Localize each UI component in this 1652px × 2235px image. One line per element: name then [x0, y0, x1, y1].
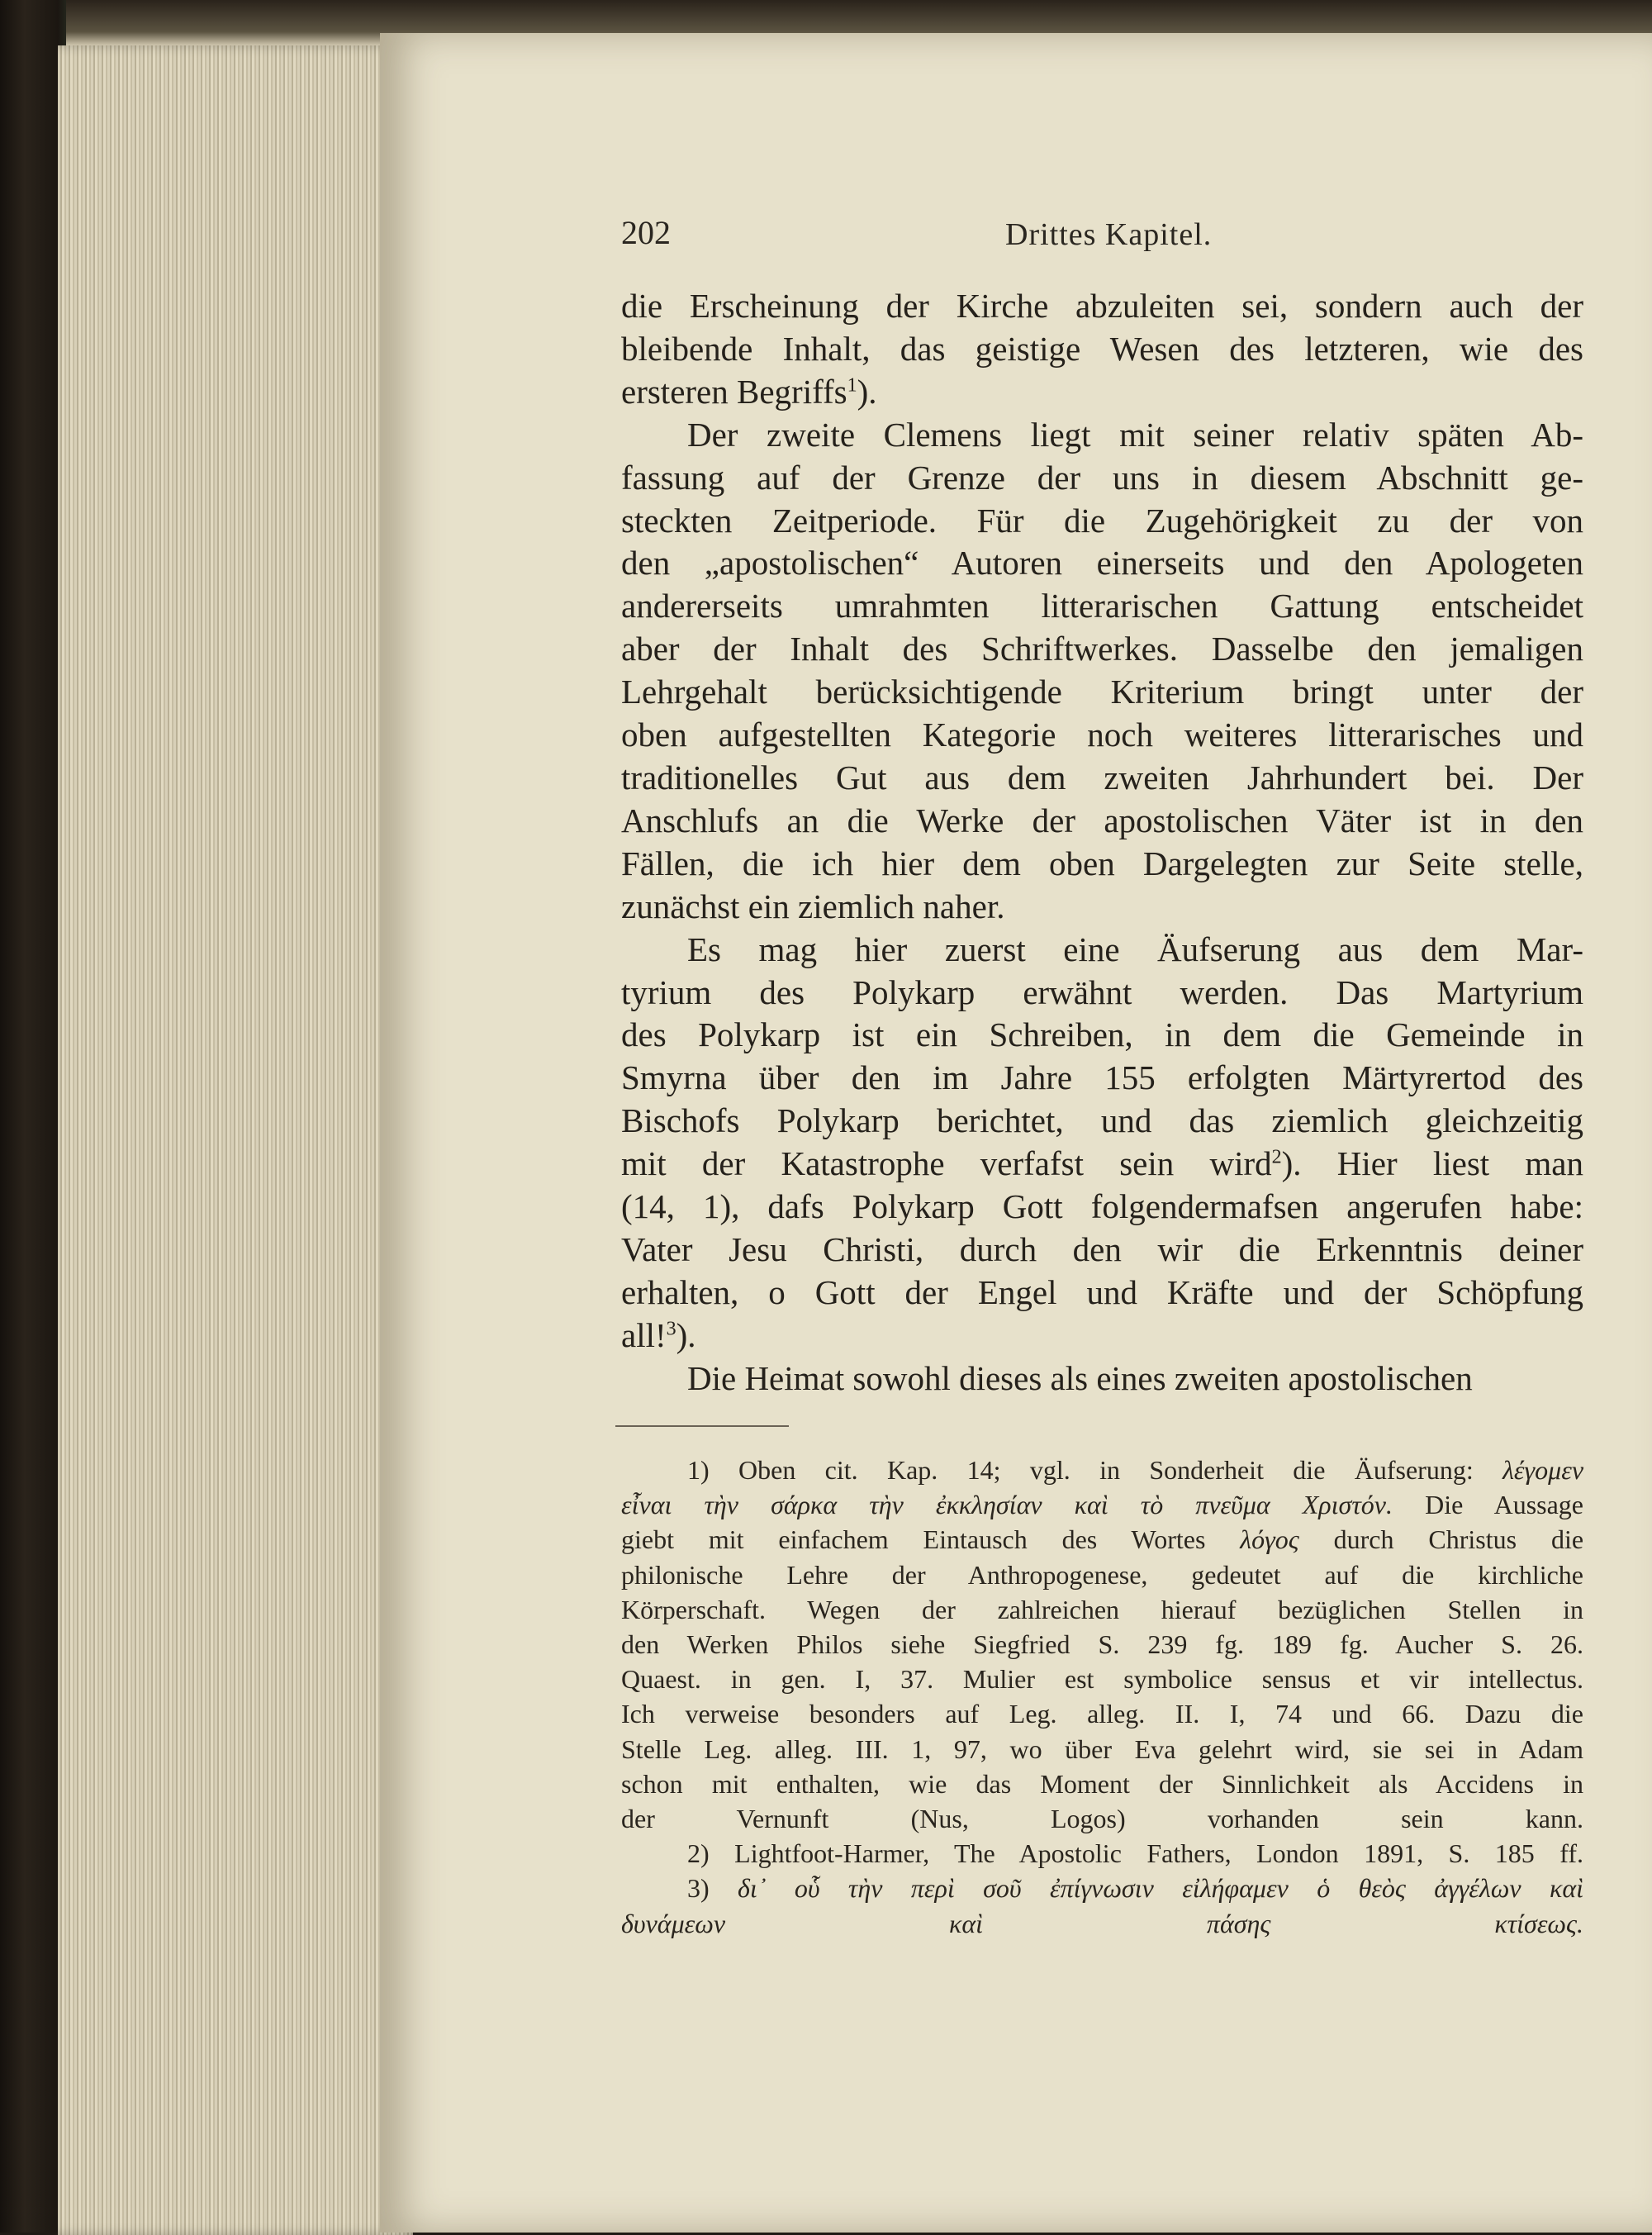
text-line: Der zweite Clemens liegt mit seiner relativ späten Ab- [687, 415, 1583, 454]
text-line: Fällen, die ich hier dem oben Dargelegten zur Seite stelle, [621, 844, 1583, 882]
text-line: die Erscheinung der Kirche abzuleiten sei, sondern auch der [621, 287, 1583, 325]
footnote-mark: 3) [687, 1873, 710, 1904]
text-line: ersteren Begriffs$^1$). [621, 372, 877, 411]
footnote-line: philonische Lehre der Anthropogenese, gedeutet auf die kirchliche [621, 1559, 1583, 1590]
footnote-line: δυνάμεων καὶ πάσης κτίσεως. [621, 1908, 1583, 1938]
text-line: den „apostolischen“ Autoren einerseits und den Apologeten [621, 544, 1583, 583]
text-line: bleibende Inhalt, das geistige Wesen des letzteren, wie des [621, 329, 1583, 368]
footnote-mark: 2) [687, 1838, 710, 1869]
footnote-line: Körperschaft. Wegen der zahlreichen hierauf bezüglichen Stellen in [621, 1594, 1583, 1624]
footnote-line: den Werken Philos siehe Siegfried S. 239 fg. 189 fg. Aucher S. 26. [621, 1629, 1583, 1660]
footnote-line: 2) Lightfoot-Harmer, The Apostolic Fathers, London 1891, S. 185 ff. [687, 1838, 1584, 1869]
footnote-line: der Vernunft (Nus, Logos) vorhanden sein kann. [621, 1804, 1583, 1834]
footnote-line: giebt mit einfachem Eintausch des Wortes λόγος durch Christus die [621, 1524, 1584, 1555]
footnote-ref[interactable]: 3 [666, 1318, 676, 1340]
page-edges [58, 45, 413, 2235]
running-title: Drittes Kapitel. [1005, 217, 1213, 252]
text-line: steckten Zeitperiode. Für die Zugehörigkeit zu der von [621, 501, 1583, 540]
footnote-line: εἶναι τὴν σάρκα τὴν ἐκκλησίαν καὶ τὸ πνεῦμα Χριστόν. Die Aussage [621, 1490, 1584, 1520]
text-line: tyrium des Polykarp erwähnt werden. Das Martyrium [621, 972, 1583, 1011]
footnote-mark: 1) [687, 1455, 710, 1485]
footnote-line: Quaest. in gen. I, 37. Mulier est symbolice sensus et vir intellectus. [621, 1664, 1583, 1695]
text-line: aber der Inhalt des Schriftwerkes. Dasselbe den jemaligen [621, 630, 1583, 668]
footnote-line: Ich verweise besonders auf Leg. alleg. II. I, 74 und 66. Dazu die [621, 1699, 1583, 1729]
text-line: zunächst ein ziemlich naher. [621, 887, 1005, 925]
footnote-ref[interactable]: 2 [1271, 1146, 1282, 1168]
body-text [621, 285, 1583, 1400]
footnote-line: Stelle Leg. alleg. III. 1, 97, wo über Eva gelehrt wird, sie sei in Adam [621, 1733, 1583, 1764]
footnotes [621, 1453, 1583, 1941]
text-line: Bischofs Polykarp berichtet, und das ziemlich gleichzeitig [621, 1101, 1583, 1140]
footnote-line: 3) δι᾽ οὗ τὴν περὶ σοῦ ἐπίγνωσιν εἰλήφαμεν ὁ θεὸς ἀγγέλων καὶ [687, 1873, 1584, 1904]
page-number: 202 [621, 214, 671, 251]
text-line: andererseits umrahmten litterarischen Gattung entscheidet [621, 587, 1583, 625]
text-line: fassung auf der Grenze der uns in diesem Abschnitt ge- [621, 458, 1583, 497]
text-line: des Polykarp ist ein Schreiben, in dem die Gemeinde in [621, 1015, 1583, 1054]
text-line: mit der Katastrophe verfafst sein wird$^2$). Hier liest man [621, 1144, 1583, 1183]
text-line: Anschlufs an die Werke der apostolischen Väter ist in den [621, 801, 1583, 839]
footnote-divider [615, 1425, 789, 1427]
text-line: Die Heimat sowohl dieses als eines zweiten apostolischen [687, 1358, 1473, 1397]
text-line: oben aufgestellten Kategorie noch weiteres litterarisches und [621, 716, 1583, 754]
footnote-line: schon mit enthalten, wie das Moment der Sinnlichkeit als Accidens in [621, 1768, 1583, 1799]
text-line: Smyrna über den im Jahre 155 erfolgten Märtyrertod des [621, 1058, 1583, 1097]
text-line: Lehrgehalt berücksichtigende Kriterium bringt unter der [621, 673, 1583, 711]
text-line: all!$^3$). [621, 1315, 696, 1354]
text-line: (14, 1), dafs Polykarp Gott folgendermafsen angerufen habe: [621, 1187, 1583, 1226]
text-line: traditionelles Gut aus dem zweiten Jahrhundert bei. Der [621, 758, 1583, 797]
text-line: Es mag hier zuerst eine Äufserung aus dem Mar- [687, 930, 1583, 968]
running-head [621, 213, 1579, 263]
footnote-ref[interactable]: 1 [847, 374, 857, 397]
text-line: erhalten, o Gott der Engel und Kräfte und der Schöpfung [621, 1272, 1583, 1311]
footnote-line: 1) Oben cit. Kap. 14; vgl. in Sonderheit die Äufserung: λέγομεν [687, 1455, 1584, 1485]
text-line: Vater Jesu Christi, durch den wir die Erkenntnis deiner [621, 1229, 1583, 1268]
